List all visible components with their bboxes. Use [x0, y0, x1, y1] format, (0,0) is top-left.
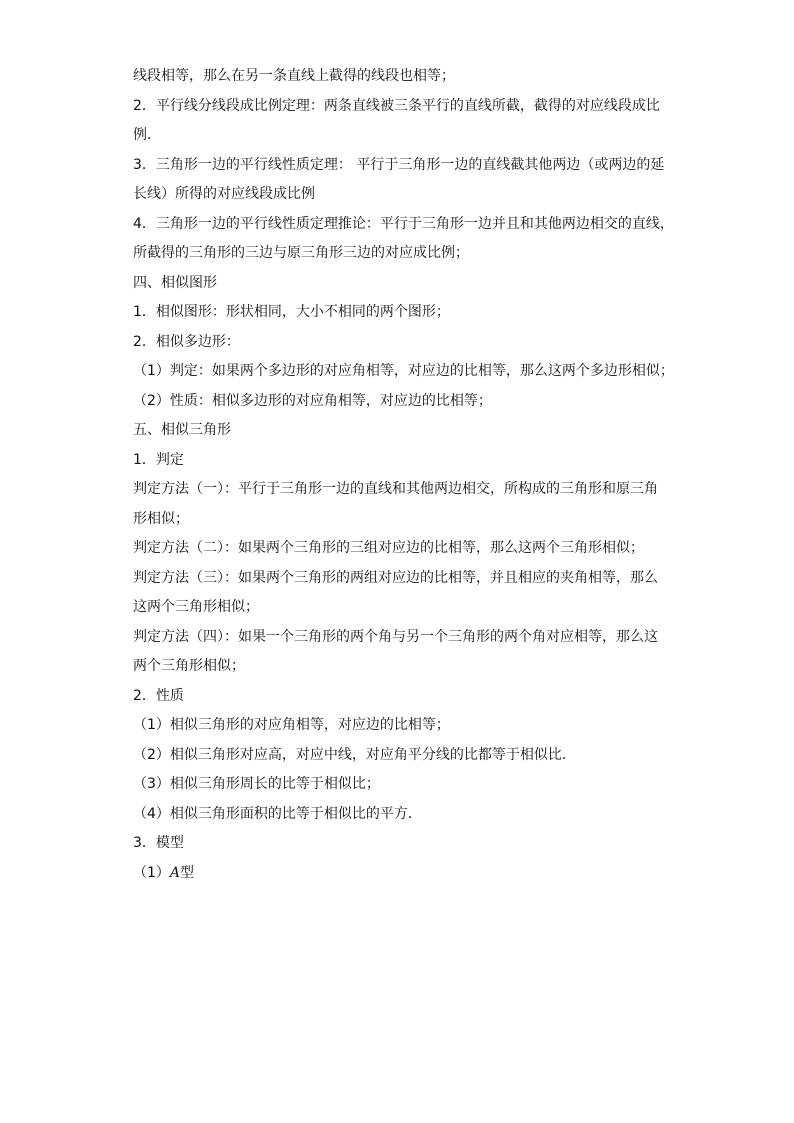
- model-prefix: （1）: [133, 864, 170, 881]
- text-line: 形相似；: [133, 510, 189, 527]
- text-line: 判定方法（一）：平行于三角形一边的直线和其他两边相交，所构成的三角形和原三角: [133, 481, 658, 497]
- text-line: （3）相似三角形周长的比等于相似比；: [133, 776, 380, 792]
- text-line: 这两个三角形相似；: [133, 599, 259, 615]
- section-heading: 五、相似三角形: [133, 422, 231, 438]
- text-line: （1）相似三角形的对应角相等，对应边的比相等；: [133, 717, 450, 733]
- text-line: 线段相等，那么在另一条直线上截得的线段也相等；: [133, 68, 455, 84]
- text-line: （2）性质：相似多边形的对应角相等，对应边的比相等；: [133, 392, 492, 409]
- text-line: 2．平行线分线段成比例定理：两条直线被三条平行的直线所截，截得的对应线段成比: [133, 97, 660, 114]
- text-line: 1．相似图形：形状相同，大小不相同的两个图形；: [133, 304, 450, 320]
- text-line: 长线）所得的对应线段成比例: [133, 186, 315, 202]
- model-a-line: [133, 859, 678, 889]
- text-line: 2．相似多边形：: [133, 333, 240, 350]
- text-line: 判定方法（三）：如果两个三角形的两组对应边的比相等，并且相应的夹角相等，那么: [133, 569, 658, 586]
- text-line: 2．性质: [133, 687, 184, 704]
- text-line: 两个三角形相似；: [133, 658, 245, 674]
- text-line: 3．模型: [133, 835, 184, 851]
- model-suffix: 型: [180, 864, 195, 881]
- text-line: （4）相似三角形面积的比等于相似比的平方．: [133, 805, 422, 822]
- text-line: 判定方法（二）：如果两个三角形的三组对应边的比相等，那么这两个三角形相似；: [133, 540, 644, 556]
- text-line: 1．判定: [133, 451, 184, 468]
- text-line: （1）判定：如果两个多边形的对应角相等，对应边的比相等，那么这两个多边形相似；: [133, 363, 674, 379]
- text-line: （2）相似三角形对应高，对应中线，对应角平分线的比都等于相似比．: [133, 746, 576, 763]
- document-body: [133, 62, 678, 888]
- text-line: 3．三角形一边的平行线性质定理： 平行于三角形一边的直线截其他两边（或两边的延: [133, 156, 665, 173]
- text-line: 例．: [133, 127, 161, 143]
- text-line: 判定方法（四）：如果一个三角形的两个角与另一个三角形的两个角对应相等，那么这: [133, 628, 658, 645]
- text-line: 所截得的三角形的三边与原三角形三边的对应成比例；: [133, 245, 469, 261]
- section-heading: 四、相似图形: [133, 274, 217, 291]
- model-letter: A: [169, 864, 181, 881]
- text-line: 4．三角形一边的平行线性质定理推论：平行于三角形一边并且和其他两边相交的直线，: [133, 215, 674, 232]
